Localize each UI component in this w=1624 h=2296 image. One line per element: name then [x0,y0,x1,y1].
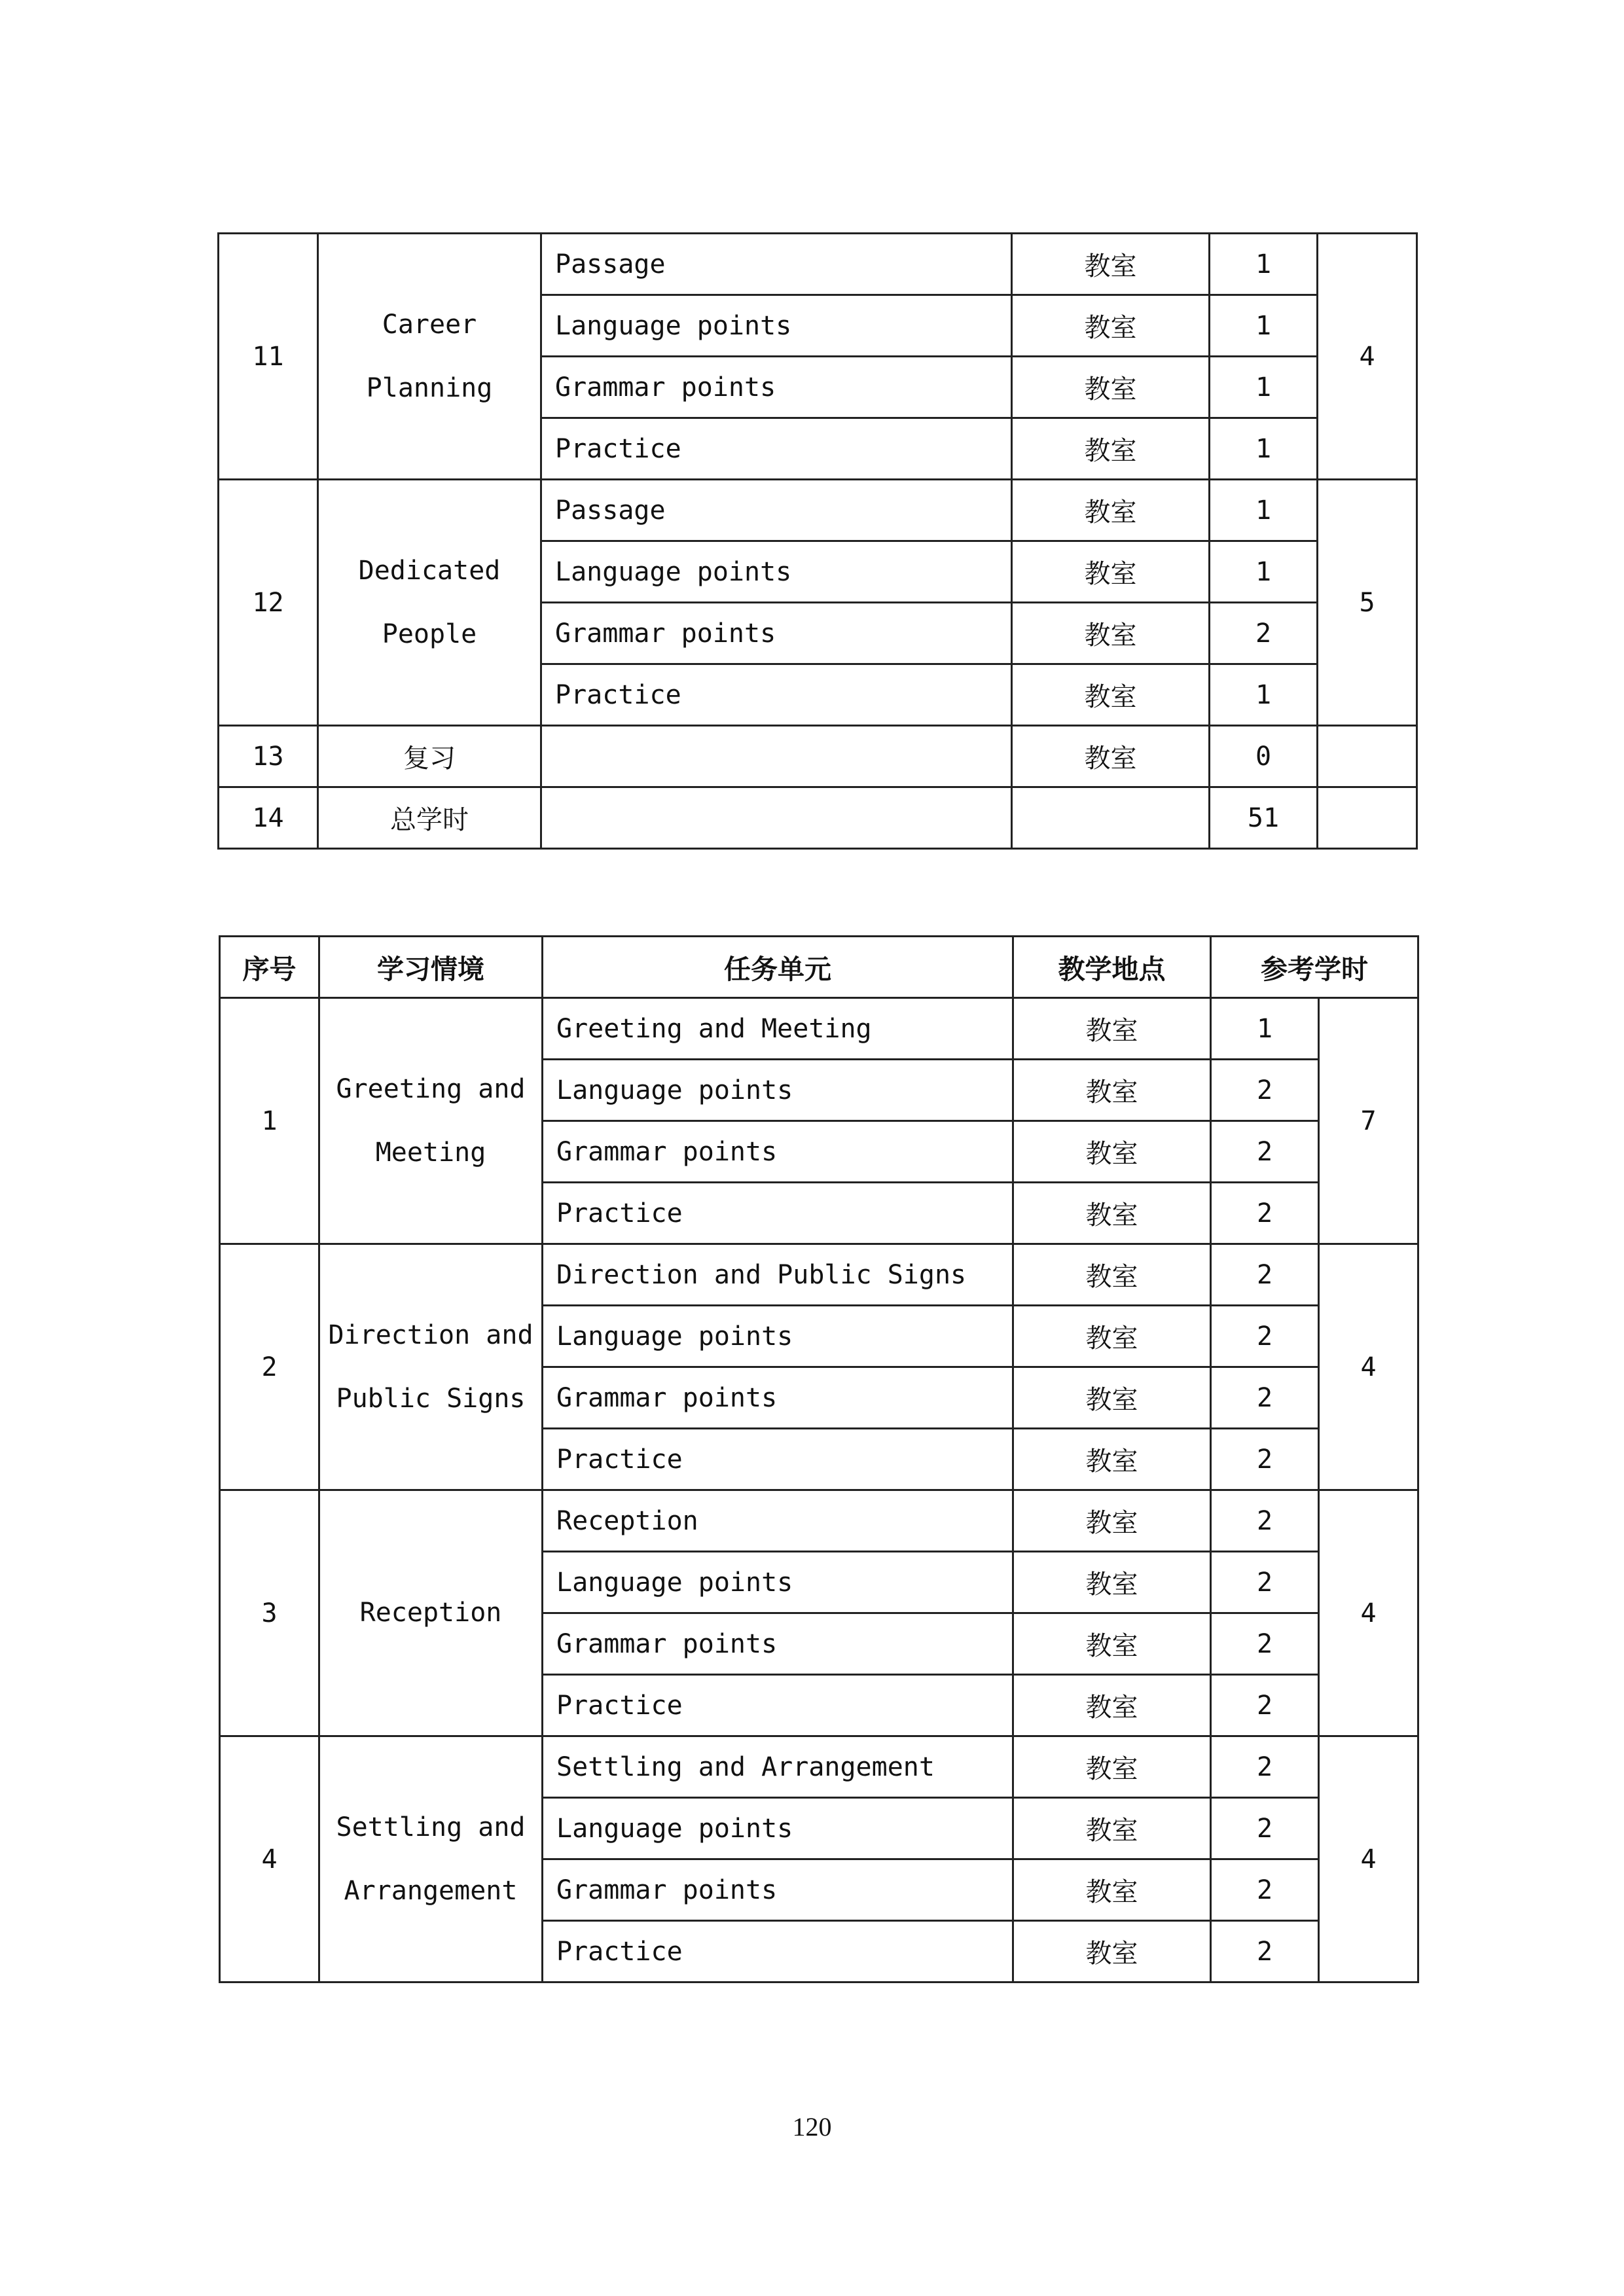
task-unit: Language points [543,1552,1013,1613]
header-context: 学习情境 [319,937,543,998]
task-hours: 2 [1211,1675,1319,1736]
task-hours: 2 [1211,1183,1319,1244]
header-reference-hours: 参考学时 [1211,937,1418,998]
task-unit: Reception [543,1490,1013,1552]
teaching-location: 教室 [1012,664,1210,726]
learning-context: 总学时 [318,787,541,849]
task-hours: 2 [1211,1921,1319,1982]
table-row [220,1736,1418,1798]
teaching-location [1012,787,1210,849]
teaching-location: 教室 [1013,1552,1211,1613]
task-hours: 1 [1210,357,1318,418]
task-hours: 1 [1210,664,1318,726]
teaching-location: 教室 [1013,1367,1211,1429]
task-unit: Passage [541,234,1012,295]
teaching-location: 教室 [1013,1490,1211,1552]
unit-number: 3 [220,1490,319,1736]
task-unit: Practice [543,1921,1013,1982]
task-unit: Grammar points [543,1859,1013,1921]
schedule-table-continued [217,232,1418,850]
task-unit [541,787,1012,849]
unit-number: 13 [219,726,318,787]
learning-context-line: Direction and [328,1319,533,1350]
task-unit: Grammar points [543,1367,1013,1429]
task-hours: 0 [1210,726,1318,787]
task-unit: Practice [543,1429,1013,1490]
task-unit [541,726,1012,787]
task-hours: 2 [1210,603,1318,664]
teaching-location: 教室 [1012,418,1210,480]
task-hours: 2 [1211,1121,1319,1183]
teaching-location: 教室 [1012,603,1210,664]
task-hours: 1 [1210,295,1318,357]
teaching-location: 教室 [1013,1675,1211,1736]
teaching-location: 教室 [1013,1859,1211,1921]
learning-context [319,1736,543,1982]
learning-context-line: Public Signs [336,1383,526,1414]
task-unit: Grammar points [541,603,1012,664]
teaching-location: 教室 [1012,234,1210,295]
teaching-location: 教室 [1013,1613,1211,1675]
task-unit: Language points [541,541,1012,603]
unit-total-hours: 4 [1319,1490,1418,1736]
learning-context-line: Arrangement [344,1875,518,1906]
task-hours: 2 [1211,1859,1319,1921]
task-hours: 2 [1211,1490,1319,1552]
teaching-location: 教室 [1013,1306,1211,1367]
task-unit: Language points [541,295,1012,357]
unit-number: 2 [220,1244,319,1490]
learning-context-line: Dedicated [358,555,501,586]
unit-total-hours: 4 [1319,1244,1418,1490]
task-hours: 51 [1210,787,1318,849]
table-row [220,1244,1418,1306]
task-hours: 2 [1211,1613,1319,1675]
learning-context-line: Meeting [375,1137,486,1168]
learning-context-line: Settling and [336,1812,526,1842]
task-unit: Language points [543,1060,1013,1121]
task-hours: 2 [1211,1429,1319,1490]
unit-number: 11 [219,234,318,480]
teaching-location: 教室 [1012,295,1210,357]
header-no: 序号 [220,937,319,998]
task-unit: Practice [543,1183,1013,1244]
unit-total-hours [1318,787,1417,849]
task-unit: Grammar points [541,357,1012,418]
table-row [219,480,1417,541]
unit-number: 1 [220,998,319,1244]
unit-total-hours: 4 [1319,1736,1418,1982]
task-hours: 2 [1211,1798,1319,1859]
teaching-location: 教室 [1012,357,1210,418]
learning-context [319,1490,543,1736]
unit-total-hours: 7 [1319,998,1418,1244]
task-hours: 2 [1211,1060,1319,1121]
page-number: 120 [792,2112,832,2142]
task-unit: Practice [541,664,1012,726]
task-hours: 2 [1211,1244,1319,1306]
learning-context-line: Planning [366,372,493,403]
teaching-location: 教室 [1013,1921,1211,1982]
unit-total-hours [1318,726,1417,787]
unit-total-hours: 4 [1318,234,1417,480]
task-unit: Language points [543,1306,1013,1367]
task-unit: Direction and Public Signs [543,1244,1013,1306]
task-unit: Practice [541,418,1012,480]
teaching-location: 教室 [1012,726,1210,787]
table-header-row [220,937,1418,998]
learning-context: 复习 [318,726,541,787]
task-hours: 1 [1210,234,1318,295]
task-unit: Greeting and Meeting [543,998,1013,1060]
learning-context-line: Career [382,309,477,340]
unit-number: 14 [219,787,318,849]
task-hours: 1 [1210,418,1318,480]
learning-context-line: Greeting and [336,1073,526,1104]
header-task-unit: 任务单元 [543,937,1013,998]
teaching-location: 教室 [1012,541,1210,603]
task-hours: 2 [1211,1552,1319,1613]
table-row [219,234,1417,295]
teaching-location: 教室 [1013,1060,1211,1121]
learning-context [318,480,541,726]
learning-context [319,998,543,1244]
schedule-table [219,935,1419,1983]
table-row [220,1490,1418,1552]
task-unit: Passage [541,480,1012,541]
teaching-location: 教室 [1013,1798,1211,1859]
task-hours: 1 [1210,480,1318,541]
learning-context [318,234,541,480]
teaching-location: 教室 [1013,998,1211,1060]
table-row [220,998,1418,1060]
task-unit: Grammar points [543,1121,1013,1183]
teaching-location: 教室 [1013,1244,1211,1306]
unit-total-hours: 5 [1318,480,1417,726]
learning-context-line: People [382,619,477,649]
task-hours: 2 [1211,1367,1319,1429]
task-hours: 1 [1211,998,1319,1060]
learning-context [319,1244,543,1490]
teaching-location: 教室 [1013,1183,1211,1244]
table-row [219,726,1417,787]
task-unit: Grammar points [543,1613,1013,1675]
task-hours: 1 [1210,541,1318,603]
task-unit: Language points [543,1798,1013,1859]
learning-context-line: Reception [359,1598,502,1628]
teaching-location: 教室 [1013,1121,1211,1183]
table-row [219,787,1417,849]
unit-number: 4 [220,1736,319,1982]
task-unit: Practice [543,1675,1013,1736]
teaching-location: 教室 [1013,1429,1211,1490]
teaching-location: 教室 [1013,1736,1211,1798]
header-location: 教学地点 [1013,937,1211,998]
task-hours: 2 [1211,1736,1319,1798]
unit-number: 12 [219,480,318,726]
task-unit: Settling and Arrangement [543,1736,1013,1798]
task-hours: 2 [1211,1306,1319,1367]
teaching-location: 教室 [1012,480,1210,541]
